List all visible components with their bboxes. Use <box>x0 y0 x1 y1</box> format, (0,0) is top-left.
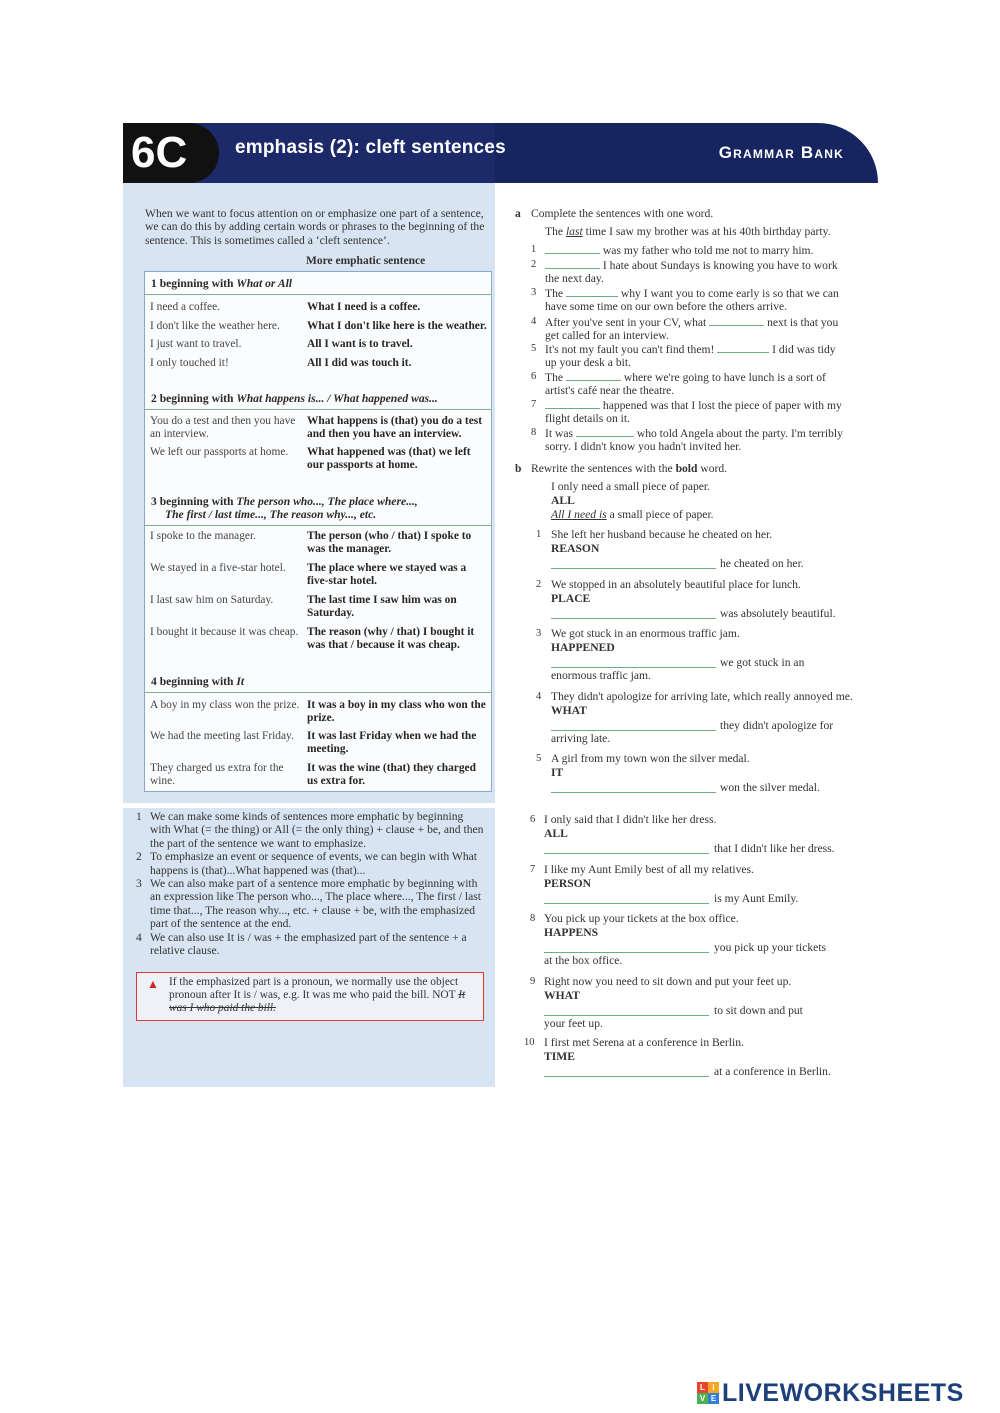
item-sentence: She left her husband because he cheated on her. <box>551 528 773 541</box>
exercise-b-label: b <box>515 462 522 475</box>
emphatic-sentence: The person (who / that) I spoke to was the manager. <box>307 530 472 555</box>
item-number: 3 <box>531 287 537 298</box>
exercise-a-instruction: Complete the sentences with one word. <box>531 207 714 220</box>
logo-mark-icon <box>697 1382 719 1404</box>
table-header: More emphatic sentence <box>306 255 426 267</box>
item-number: 5 <box>531 343 537 354</box>
item-sentence: A girl from my town won the silver medal. <box>551 752 750 765</box>
item-tail-line2: enormous traffic jam. <box>551 669 651 682</box>
item-text-after: I hate about Sundays is knowing you have to work the next day. <box>545 259 838 286</box>
exercise-a-item <box>545 243 850 257</box>
instruction-post: word. <box>697 462 728 475</box>
answer-blank[interactable] <box>545 398 600 409</box>
item-keyword: HAPPENS <box>544 926 599 939</box>
emphatic-sentence: The reason (why / that) I bought it was that / because it was cheap. <box>307 626 475 651</box>
item-text-before: The <box>545 371 566 384</box>
instruction-pre: Rewrite the sentences with the <box>531 462 676 475</box>
item-text-before: It was <box>545 427 576 440</box>
logo-letter: E <box>708 1393 719 1404</box>
exercise-a-item <box>545 286 850 314</box>
emphatic-sentence: What happens is (that) you do a test and then you have an interview. <box>307 415 482 440</box>
item-keyword: WHAT <box>544 989 580 1002</box>
item-number: 5 <box>536 753 542 764</box>
answer-blank[interactable] <box>709 315 764 326</box>
answer-blank[interactable] <box>544 942 709 953</box>
example-keyword: ALL <box>551 494 575 507</box>
answer-blank[interactable] <box>545 258 600 269</box>
plain-sentence: A boy in my class won the prize. <box>150 699 300 711</box>
item-tail: that I didn't like her dress. <box>714 842 835 855</box>
item-number: 2 <box>531 259 537 270</box>
item-text-after: I did was tidy up your desk a bit. <box>545 343 836 370</box>
plain-sentence: We left our passports at home. <box>150 446 289 458</box>
answer-blank[interactable] <box>551 720 716 731</box>
section-heading <box>151 495 418 521</box>
item-tail: you pick up your tickets <box>714 941 827 954</box>
plain-sentence: They charged us extra for the wine. <box>150 762 284 787</box>
note-text: To emphasize an event or sequence of events, we can begin with What happens is (that)...What happened was (that)... <box>150 850 478 877</box>
example-post: time I saw my brother was at his 40th birthday party. <box>582 225 831 238</box>
warning-body: If the emphasized part is a pronoun, we normally use the object pronoun after It is / was, e.g. It was me who paid the bill. NOT <box>169 976 459 1001</box>
warning-text <box>169 976 474 1015</box>
item-text-after: happened was that I lost the piece of paper with my flight details on it. <box>545 399 842 426</box>
plain-sentence: I last saw him on Saturday. <box>150 594 274 606</box>
item-tail: was absolutely beautiful. <box>720 607 836 620</box>
answer-blank[interactable] <box>551 782 716 793</box>
logo-text: LIVEWORKSHEETS <box>722 1378 964 1407</box>
section-divider <box>145 409 491 410</box>
instruction-bold: bold <box>675 462 698 475</box>
note-item <box>134 877 484 931</box>
grammar-table <box>144 271 492 792</box>
item-text-after: was my father who told me not to marry him. <box>600 244 814 257</box>
item-tail: at a conference in Berlin. <box>714 1065 831 1078</box>
item-sentence: They didn't apologize for arriving late, which really annoyed me. <box>551 690 853 703</box>
answer-blank[interactable] <box>566 286 618 297</box>
section-title: beginning with <box>159 277 237 290</box>
liveworksheets-logo <box>697 1378 964 1408</box>
section-number: 3 <box>151 495 160 508</box>
item-number: 6 <box>530 814 536 825</box>
answer-blank[interactable] <box>551 558 716 569</box>
item-sentence: You pick up your tickets at the box office. <box>544 912 739 925</box>
item-number: 8 <box>530 913 536 924</box>
section-number: 4 <box>151 675 160 688</box>
item-tail-line2: your feet up. <box>544 1017 603 1030</box>
item-text-before: It's not my fault you can't find them! <box>545 343 718 356</box>
item-number: 2 <box>536 579 542 590</box>
item-keyword: ALL <box>544 827 568 840</box>
item-number: 1 <box>531 244 537 255</box>
item-number: 8 <box>531 427 537 438</box>
unit-badge: 6C <box>123 123 219 183</box>
example-word: last <box>565 225 583 238</box>
item-tail-line2: arriving late. <box>551 732 611 745</box>
section-title: beginning with <box>159 675 237 688</box>
note-number: 2 <box>136 850 142 864</box>
item-text-after: where we're going to have lunch is a sort of artist's café near the theatre. <box>545 371 826 398</box>
item-number: 1 <box>536 529 542 540</box>
note-number: 3 <box>136 877 142 891</box>
emphatic-sentence: All I did was touch it. <box>307 357 412 369</box>
example-sentence: I only need a small piece of paper. <box>551 480 711 493</box>
section-title: Grammar Bank <box>718 143 844 162</box>
item-keyword: HAPPENED <box>551 641 615 654</box>
item-text-after: why I want you to come early is so that we can have some time on our own before the others arrive. <box>545 287 839 314</box>
plain-sentence: We stayed in a five-star hotel. <box>150 562 286 574</box>
item-number: 7 <box>531 399 537 410</box>
item-tail-line2: at the box office. <box>544 954 623 967</box>
emphatic-sentence: What happened was (that) we left our passports at home. <box>307 446 471 471</box>
item-number: 7 <box>530 864 536 875</box>
item-sentence: I first met Serena at a conference in Berlin. <box>544 1036 744 1049</box>
answer-blank[interactable] <box>544 1005 709 1016</box>
plain-sentence: I need a coffee. <box>150 301 220 313</box>
exercise-b-instruction <box>531 462 851 475</box>
exercise-a-item <box>545 258 850 286</box>
plain-sentence: I don't like the weather here. <box>150 320 280 332</box>
section-number: 2 <box>151 392 160 405</box>
note-text: We can also make part of a sentence more emphatic by beginning with an expression like The person who..., The place where..., The first / last time that..., The reason why..., etc. + clause + be, with the emphasized part of the sentence at the end. <box>150 877 481 931</box>
note-text: We can make some kinds of sentences more emphatic by beginning with What (= the thing) or All (= the only thing) + clause + be, and then the part of the sentence we want to emphasize. <box>150 810 484 850</box>
item-text-after: next is that you get called for an interview. <box>545 316 839 343</box>
answer-blank[interactable] <box>545 243 600 254</box>
exercise-a-label: a <box>515 207 521 220</box>
item-keyword: PERSON <box>544 877 592 890</box>
plain-sentence: I spoke to the manager. <box>150 530 256 542</box>
example-answer-text: All I need is <box>551 508 607 521</box>
plain-sentence: You do a test and then you have an interview. <box>150 415 296 440</box>
answer-blank[interactable] <box>551 657 716 668</box>
section-title-italic: What or All <box>236 277 293 290</box>
item-text-before: The <box>545 287 566 300</box>
item-sentence: Right now you need to sit down and put your feet up. <box>544 975 792 988</box>
item-tail: we got stuck in an <box>720 656 805 669</box>
item-keyword: WHAT <box>551 704 587 717</box>
emphatic-sentence: It was the wine (that) they charged us extra for. <box>307 762 476 787</box>
item-keyword: IT <box>551 766 564 779</box>
note-number: 1 <box>136 810 142 823</box>
item-number: 10 <box>524 1037 535 1048</box>
plain-sentence: We had the meeting last Friday. <box>150 730 294 742</box>
section-divider <box>145 692 491 693</box>
section-title-italic: What happens is... / What happened was... <box>236 392 438 405</box>
section-divider <box>145 294 491 295</box>
item-tail: they didn't apologize for <box>720 719 834 732</box>
intro-text: When we want to focus attention on or emphasize one part of a sentence, we can do this by adding certain words or phrases to the beginning of the sentence. This is sometimes called a ‘cleft sentence’. <box>145 207 485 247</box>
item-keyword: REASON <box>551 542 600 555</box>
emphatic-sentence: The last time I saw him was on Saturday. <box>307 594 457 619</box>
emphatic-sentence: The place where we stayed was a five-star hotel. <box>307 562 467 587</box>
note-item <box>134 810 484 850</box>
plain-sentence: I bought it because it was cheap. <box>150 626 299 638</box>
item-number: 9 <box>530 976 536 987</box>
warning-box <box>136 972 484 1021</box>
emphatic-sentence: What I need is a coffee. <box>307 301 421 313</box>
item-number: 3 <box>536 628 542 639</box>
section-title-italic: The person who..., The place where..., <box>236 495 418 508</box>
item-sentence: We stopped in an absolutely beautiful place for lunch. <box>551 578 801 591</box>
item-tail: to sit down and put <box>714 1004 803 1017</box>
item-number: 4 <box>531 316 537 327</box>
exercise-a-item <box>545 426 850 454</box>
section-heading <box>151 277 292 290</box>
section-title-italic: It <box>236 675 245 688</box>
item-number: 4 <box>536 691 542 702</box>
section-divider <box>145 525 491 526</box>
emphatic-sentence: It was a boy in my class who won the prize. <box>307 699 486 724</box>
example-answer <box>551 508 851 521</box>
note-number: 4 <box>136 930 142 944</box>
section-title-line2: The first / last time..., The reason why..., etc. <box>165 508 377 521</box>
item-tail: he cheated on her. <box>720 557 804 570</box>
item-tail: won the silver medal. <box>720 781 820 794</box>
exercise-a-item <box>545 398 850 426</box>
example-pre: The <box>545 225 566 238</box>
answer-blank[interactable] <box>576 426 634 437</box>
section-heading <box>151 675 244 688</box>
item-sentence: We got stuck in an enormous traffic jam. <box>551 627 740 640</box>
exercise-a-item <box>545 342 850 370</box>
page-title: emphasis (2): cleft sentences <box>235 137 506 158</box>
plain-sentence: I just want to travel. <box>150 338 242 350</box>
answer-blank[interactable] <box>551 608 716 619</box>
logo-letter: L <box>697 1382 708 1393</box>
emphatic-sentence: It was last Friday when we had the meeting. <box>307 730 477 755</box>
section-title: beginning with <box>159 392 237 405</box>
example-answer-rest: a small piece of paper. <box>606 508 714 521</box>
warning-icon: ▲ <box>147 977 159 991</box>
item-tail: is my Aunt Emily. <box>714 892 799 905</box>
item-text-before: After you've sent in your CV, what <box>545 316 710 329</box>
note-text: We can also use It is / was + the emphasized part of the sentence + a relative clause. <box>150 930 467 958</box>
exercise-a-item <box>545 370 850 398</box>
note-item <box>134 850 484 877</box>
item-number: 6 <box>531 371 537 382</box>
item-sentence: I like my Aunt Emily best of all my relatives. <box>544 863 754 876</box>
logo-letter: I <box>708 1382 719 1393</box>
emphatic-sentence: What I don't like here is the weather. <box>307 320 487 332</box>
answer-blank[interactable] <box>544 843 709 854</box>
item-text-after: who told Angela about the party. I'm terribly sorry. I didn't know you hadn't invited her. <box>545 427 843 454</box>
note-item <box>134 931 484 958</box>
item-keyword: TIME <box>544 1050 575 1063</box>
exercise-a-item <box>545 315 850 343</box>
warning-struck-example: It was I who paid the bill. <box>169 989 466 1014</box>
answer-blank[interactable] <box>544 893 709 904</box>
section-title: beginning with <box>159 495 237 508</box>
page-header <box>123 123 878 183</box>
exercise-a-example <box>545 225 865 238</box>
item-keyword: PLACE <box>551 592 591 605</box>
emphatic-sentence: All I want is to travel. <box>307 338 413 350</box>
section-number: 1 <box>151 277 160 290</box>
answer-blank[interactable] <box>566 370 621 381</box>
answer-blank[interactable] <box>544 1066 709 1077</box>
logo-letter: V <box>697 1393 708 1404</box>
answer-blank[interactable] <box>717 342 769 353</box>
section-heading <box>151 392 438 405</box>
item-sentence: I only said that I didn't like her dress. <box>544 813 717 826</box>
notes-list <box>134 810 484 957</box>
plain-sentence: I only touched it! <box>150 357 229 369</box>
